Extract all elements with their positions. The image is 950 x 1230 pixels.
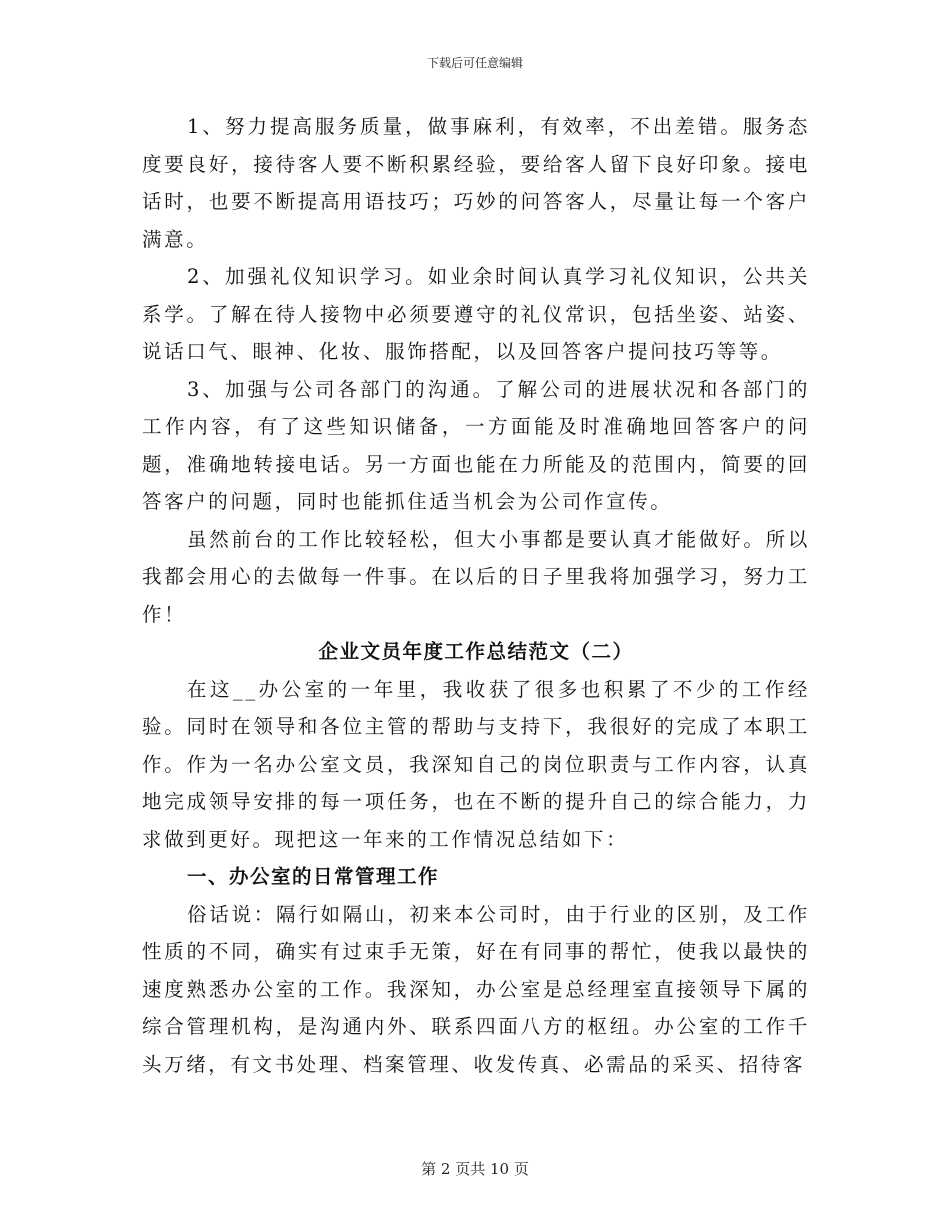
subheading-daily-management: 一、办公室的日常管理工作 xyxy=(187,865,440,888)
section-title: 企业文员年度工作总结范文（二） xyxy=(318,640,634,663)
paragraph-etiquette: 2、加强礼仪知识学习。如业余时间认真学习礼仪知识，公共关系学。了解在待人接物中必须要遵守的礼仪常识，包括坐姿、站姿、说话口气、眼神、化妆、服饰搭配，以及回答客户提问技巧等等。 xyxy=(142,265,810,363)
document-body xyxy=(142,108,810,1083)
page-footer: 第 2 页共 10 页 xyxy=(421,1160,529,1178)
paragraph-office-work: 俗话说：隔行如隔山，初来本公司时，由于行业的区别，及工作性质的不同，确实有过束手无策，好在有同事的帮忙，使我以最快的速度熟悉办公室的工作。我深知，办公室是总经理室直接领导下属的综合管理机构，是沟通内外、联系四面八方的枢纽。办公室的工作千头万绪，有文书处理、档案管理、收发传真、必需品的采买、招待客 xyxy=(142,902,810,1076)
paragraph-service-quality: 1、努力提高服务质量，做事麻利，有效率，不出差错。服务态度要良好，接待客人要不断积累经验，要给客人留下良好印象。接电话时，也要不断提高用语技巧；巧妙的问答客人，尽量让每一个客户满意。 xyxy=(142,115,810,251)
page-header: 下载后可任意编辑 xyxy=(426,56,523,70)
paragraph-intro: 在这__办公室的一年里，我收获了很多也积累了不少的工作经验。同时在领导和各位主管的帮助与支持下，我很好的完成了本职工作。作为一名办公室文员，我深知自己的岗位职责与工作内容，认真地完成领导安排的每一项任务，也在不断的提升自己的综合能力，力求做到更好。现把这一年来的工作情况总结如下： xyxy=(142,677,810,851)
paragraph-conclusion: 虽然前台的工作比较轻松，但大小事都是要认真才能做好。所以我都会用心的去做每一件事。在以后的日子里我将加强学习，努力工作！ xyxy=(142,527,810,626)
paragraph-communication: 3、加强与公司各部门的沟通。了解公司的进展状况和各部门的工作内容，有了这些知识储备，一方面能及时准确地回答客户的问题，准确地转接电话。另一方面也能在力所能及的范围内，简要的回答客户的问题，同时也能抓住适当机会为公司作宣传。 xyxy=(142,377,810,513)
